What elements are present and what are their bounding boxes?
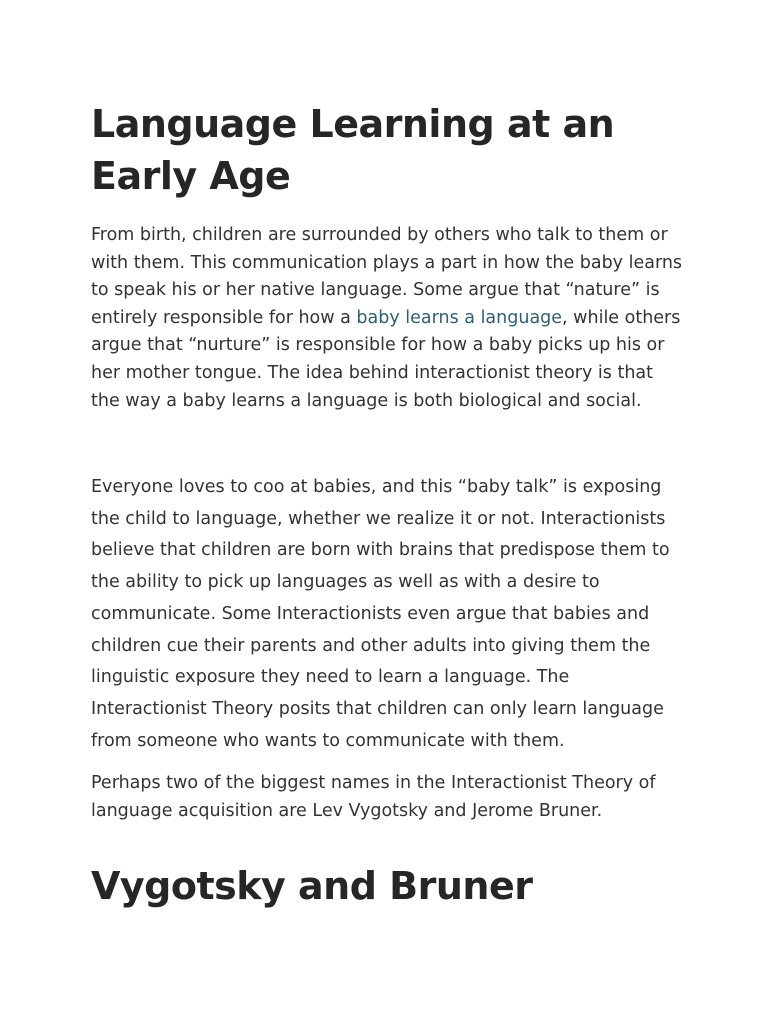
baby-talk-paragraph: Everyone loves to coo at babies, and this “baby talk” is exposing the child to language, whether we realize it or not. Interactionists believe that children are born with brains that predispose them to the ability to pick up languages as well as with a desire to communicate. Some Interactionists even argue that babies and children cue their parents and other adults into giving them the linguistic exposure they need to learn a language. The Interactionist Theory posits that children can only learn language from someone who wants to communicate with them. (91, 477, 670, 751)
intro-text-after-link: , while others argue that “nurture” is responsible for how a baby picks up his or her mother tongue. The idea behind interactionist theory is that the way a baby learns a language is both biological and social. (91, 307, 681, 411)
baby-learns-language-link[interactable]: baby learns a language (356, 307, 563, 328)
section-heading: Vygotsky and Bruner (91, 864, 533, 908)
vygotsky-bruner-intro-paragraph: Perhaps two of the biggest names in the Interactionist Theory of language acquisition are Lev Vygotsky and Jerome Bruner. (91, 773, 656, 821)
intro-text-before-link: From birth, children are surrounded by others who talk to them or with them. This communication plays a part in how the baby learns to speak his or her native language. Some argue that “nature” is entirely responsible for how a (91, 225, 683, 328)
intro-paragraph (91, 222, 687, 415)
article-title: Language Learning at an Early Age (91, 102, 615, 198)
